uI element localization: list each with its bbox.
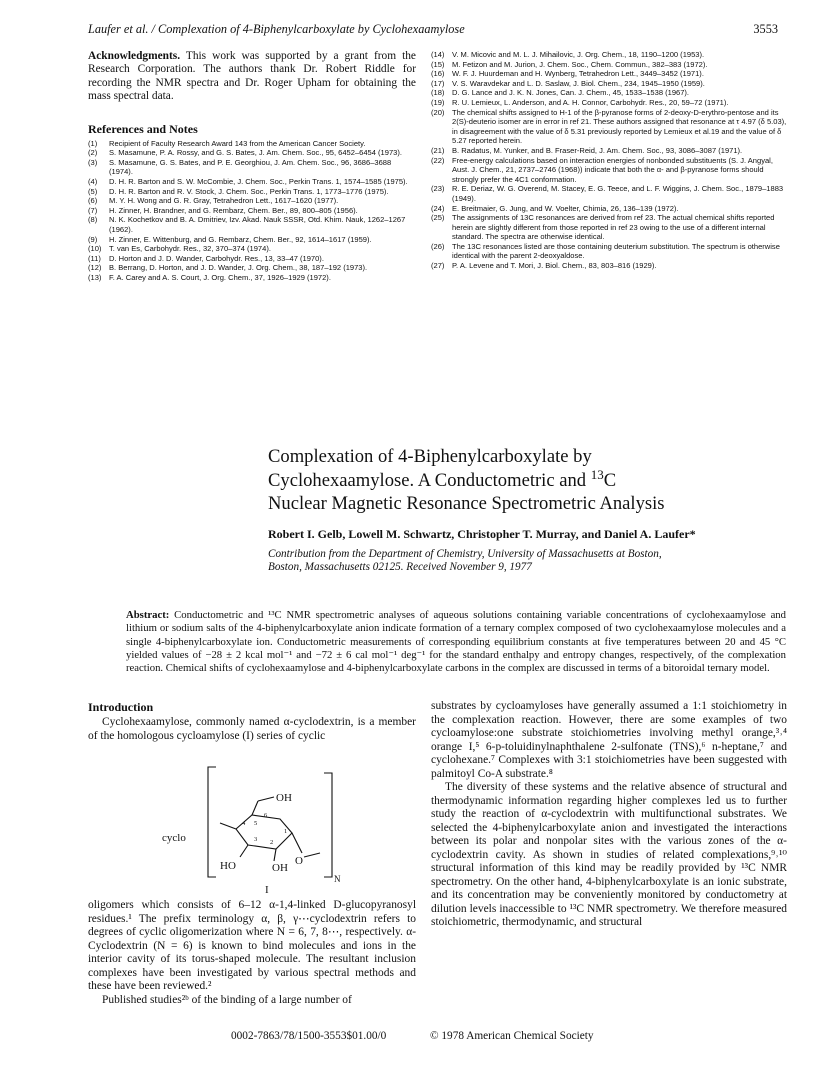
reference-item (88, 187, 416, 197)
reference-text: P. A. Levene and T. Mori, J. Biol. Chem., 83, 803–816 (1929). (452, 261, 657, 271)
reference-item (431, 60, 787, 70)
reference-number: (10) (88, 244, 102, 254)
reference-text: M. Fetizon and M. Jurion, J. Chem. Soc., Chem. Commun., 382–383 (1972). (452, 59, 708, 69)
references-list-right (431, 50, 787, 271)
reference-number: (21) (431, 145, 445, 155)
intro-paragraph-3: Published studies²ᵇ of the binding of a large number of (102, 993, 352, 1006)
title-line-3: Nuclear Magnetic Resonance Spectrometric Analysis (268, 493, 665, 514)
reference-number: (19) (431, 97, 445, 107)
position-6: 6 (264, 812, 268, 819)
position-5: 5 (254, 820, 258, 827)
position-2: 2 (270, 839, 274, 846)
reference-item (431, 79, 787, 89)
reference-item (431, 242, 787, 261)
reference-number: (1) (88, 138, 98, 148)
left-column-top (88, 50, 416, 283)
reference-text: B. Berrang, D. Horton, and J. D. Wander, J. Org. Chem., 38, 187–192 (1973). (109, 263, 368, 273)
reference-number: (18) (431, 88, 445, 98)
intro-paragraph-2: oligomers which consists of 6–12 α-1,4-linked D-glucopyranosyl residues.¹ The prefix terminology α, β, γ⋯cyclodextrin refers to degrees of cyclic oligomerization where N = 6, 7, 8⋯, respectively. α-Cyclodextrin (N = 6) is known to bind molecules and ions in the interior cavity of its torus-shaped molecule. The resultant inclusion complexes have been investigated by various spectral methods and these have been reviewed.² (88, 899, 416, 992)
reference-text: The chemical shifts assigned to H-1 of the β-pyranose forms of 2-deoxy-D-erythro-pentose and its 2(S)-deuterio isomer are in error in ref 21. These authors assigned that resonance at τ 4.97 (δ 5.03), in disagreement with the value of δ 5.31 previously reported by Lemieux et al.19 and the value of δ 5.27 reported herein. (452, 107, 787, 146)
reference-number: (5) (88, 186, 98, 196)
reference-number: (8) (88, 215, 98, 225)
reference-item (88, 196, 416, 206)
reference-number: (26) (431, 241, 445, 251)
title-line-2 (268, 466, 788, 493)
reference-item (88, 254, 416, 264)
references-list-left (88, 139, 416, 283)
reference-item (431, 108, 787, 146)
reference-number: (14) (431, 50, 445, 59)
reference-number: (24) (431, 203, 445, 213)
position-4: 4 (242, 820, 246, 827)
reference-item (431, 156, 787, 185)
reference-text: D. H. R. Barton and R. V. Stock, J. Chem. Soc., Perkin Trans. 1, 1773–1776 (1975). (109, 186, 389, 196)
ho-label: HO (220, 860, 236, 872)
title-isotope: 13 (590, 466, 604, 482)
reference-text: D. H. R. Barton and S. W. McCombie, J. Chem. Soc., Perkin Trans. 1, 1574–1585 (1975). (109, 177, 408, 186)
acknowledgments-text: This work was supported by a grant from the Research Corporation. The authors thank Dr. Robert Riddle for recording the NMR spectra and Dr. Roger Upham for obtaining the mass spectral data. (88, 50, 416, 103)
title-line-2b: C (603, 469, 617, 491)
affiliation-line-2: Boston, Massachusetts 02125. Received November 9, 1977 (268, 561, 532, 574)
abstract (126, 609, 786, 675)
article-code: 0002-7863/78/1500-3553$01.00/0 (231, 1030, 387, 1042)
reference-text: D. Horton and J. D. Wander, Carbohydr. Res., 13, 33–47 (1970). (109, 253, 324, 263)
title-line-1: Complexation of 4-Biphenylcarboxylate by (268, 446, 592, 467)
reference-item (88, 139, 416, 149)
introduction-heading: Introduction (88, 700, 154, 714)
article-title (268, 445, 788, 516)
reference-item (88, 263, 416, 273)
reference-item (88, 235, 416, 245)
reference-text: W. F. J. Huurdeman and H. Wynberg, Tetrahedron Lett., 3449–3452 (1971). (452, 69, 704, 79)
reference-text: N. K. Kochetkov and B. A. Dmitriev, Izv. Akad. Nauk SSSR, Otd. Khim. Nauk, 1262–1267 (1962). (109, 215, 406, 234)
reference-item (431, 184, 787, 203)
n-subscript: N (334, 874, 341, 884)
oh-mid-label: OH (272, 862, 288, 874)
c2-oh-bond (274, 849, 276, 861)
reference-item (431, 98, 787, 108)
reference-number: (11) (88, 253, 101, 263)
reference-item (88, 244, 416, 254)
reference-number: (6) (88, 196, 98, 206)
intro-paragraph-1: Cyclohexaamylose, commonly named α-cyclodextrin, is a member of the homologous cycloamylose (I) series of cyclic (88, 716, 416, 742)
reference-text: E. Breitmaier, G. Jung, and W. Voelter, Chimia, 26, 136–139 (1972). (452, 203, 679, 213)
c6-oh-bond (258, 797, 274, 801)
reference-number: (17) (431, 78, 445, 88)
affiliation-line-1: Contribution from the Department of Chemistry, University of Massachusetts at Boston, (268, 547, 662, 560)
reference-text: S. Masamune, P. A. Rossy, and G. S. Bates, J. Am. Chem. Soc., 95, 6452–6454 (1973). (109, 148, 402, 158)
reference-text: R. U. Lemieux, L. Anderson, and A. H. Connor, Carbohydr. Res., 20, 59–72 (1971). (452, 97, 729, 107)
reference-number: (9) (88, 234, 98, 244)
reference-text: R. E. Deriaz, W. G. Overend, M. Stacey, E. G. Teece, and L. F. Wiggins, J. Chem. Soc., 1879–1883 (1949). (452, 184, 784, 203)
position-3: 3 (254, 836, 258, 843)
reference-text: V. M. Micovic and M. L. J. Mihailovic, J. Org. Chem., 18, 1190–1200 (1953). (452, 50, 705, 59)
reference-item (431, 88, 787, 98)
structure-figure (88, 753, 416, 895)
title-line-2a: Cyclohexaamylose. A Conductometric and (268, 469, 591, 491)
affiliation (268, 548, 788, 575)
reference-text: F. A. Carey and A. S. Court, J. Org. Chem., 37, 1926–1929 (1972). (109, 272, 331, 282)
reference-text: D. G. Lance and J. K. N. Jones, Can. J. Chem., 45, 1533–1538 (1967). (452, 88, 690, 98)
abstract-text: Conductometric and ¹³C NMR spectrometric analyses of aqueous solutions containing variable concentrations of cyclohexaamylose and lithium or sodium salts of the 4-biphenylcarboxylate anion indicate formation of a ternary complex composed of two cyclohexaamylose molecules and a single 4-biphenylcarboxylate ion. Conductometric measurements of corresponding equilibrium constants at five temperatures between 20 and 45 °C yielded values of −28 ± 2 kcal mol⁻¹ and −72 ± 6 cal mol⁻¹ deg⁻¹ for the standard enthalpy and entropy changes, respectively, of the complexation reaction. Chemical shifts of cyclohexaamylose and 4-biphenylcarboxylate carbons in the complex are discussed in terms of a bitoroidal ternary model. (126, 609, 786, 675)
reference-item (88, 158, 416, 177)
reference-item (431, 50, 787, 60)
references-heading: References and Notes (88, 121, 198, 136)
reference-item (431, 204, 787, 214)
reference-number: (16) (431, 69, 445, 79)
ring-o-label: O (295, 855, 303, 867)
acknowledgments-label: Acknowledgments. (88, 50, 181, 62)
reference-number: (2) (88, 148, 98, 158)
reference-text: H. Zinner, H. Brandner, and G. Rembarz, Chem. Ber., 89, 800–805 (1956). (109, 205, 358, 215)
position-1: 1 (284, 828, 288, 835)
reference-text: The 13C resonances listed are those containing deuterium substitution. The spectrum is otherwise identical with the parent 2-deoxyaldose. (452, 241, 780, 261)
reference-text: S. Masamune, G. S. Bates, and P. E. Georghiou, J. Am. Chem. Soc., 96, 3686–3688 (1974). (109, 157, 392, 177)
page-number: 3553 (753, 22, 778, 36)
reference-item (431, 261, 787, 271)
right-bracket (324, 773, 332, 877)
reference-number: (20) (431, 107, 445, 117)
reference-number: (23) (431, 184, 445, 194)
right-column-body (431, 700, 787, 930)
reference-item (431, 213, 787, 242)
reference-item (88, 148, 416, 158)
abstract-label: Abstract: (126, 609, 170, 621)
reference-text: Recipient of Faculty Research Award 143 from the American Cancer Society. (109, 138, 366, 148)
acknowledgments (88, 50, 416, 104)
reference-text: B. Radatus, M. Yunker, and B. Fraser-Reid, J. Am. Chem. Soc., 93, 3086–3087 (1971). (452, 145, 743, 155)
oh-top-label: OH (276, 792, 292, 804)
reference-item (88, 177, 416, 187)
reference-item (431, 146, 787, 156)
right-column-top (431, 50, 787, 271)
authors: Robert I. Gelb, Lowell M. Schwartz, Christopher T. Murray, and Daniel A. Laufer* (268, 526, 696, 541)
reference-number: (27) (431, 261, 445, 271)
reference-text: The assignments of 13C resonances are derived from ref 23. The actual chemical shifts reported herein are slightly different from those reported in ref 23 owing to the use of a different internal standard. The spectra are otherwise identical. (452, 213, 775, 242)
reference-number: (12) (88, 263, 102, 273)
intro-right-paragraph-1: substrates by cycloamyloses have generally assumed a 1:1 stoichiometry in the complexation reaction. However, there are some examples of two cycloamylose:one substrate stoichiometries involving methyl orange,³˒⁴ orange I,⁵ 6-p-toluidinylnaphthalene 2-sulfonate (TNS),⁶ n-heptane,⁷ and cyclohexane.⁷ Complexes with 3:1 stoichiometries have been suggested with palmitoyl Co-A substrate.⁸ (431, 700, 787, 780)
reference-text: H. Zinner, E. Wittenburg, and G. Rembarz, Chem. Ber., 92, 1614–1617 (1959). (109, 234, 372, 244)
c5-c6-bond (252, 801, 258, 815)
reference-number: (7) (88, 205, 98, 215)
reference-text: T. van Es, Carbohydr. Res., 32, 370–374 (1974). (109, 244, 271, 254)
reference-item (431, 69, 787, 79)
left-bracket (208, 767, 216, 877)
reference-number: (22) (431, 155, 445, 165)
reference-number: (3) (88, 157, 98, 167)
reference-text: Free-energy calculations based on interaction energies of nonbonded substituents (S. J. Angyal, Aust. J. Chem., 21, 2737–2746 (1968)) indicate that both the α- and β-pyranose forms should strongly prefer the 4C1 conformation. (452, 155, 773, 184)
reference-item (88, 215, 416, 234)
reference-item (88, 273, 416, 283)
left-column-bottom (88, 899, 416, 1007)
reference-number: (25) (431, 213, 445, 223)
cycloamylose-structure (88, 753, 416, 895)
compound-label: I (265, 884, 269, 896)
article-header (268, 445, 788, 575)
reference-number: (13) (88, 272, 102, 282)
c1-o-bond (292, 833, 302, 853)
reference-number: (15) (431, 59, 445, 69)
running-head-text: Laufer et al. / Complexation of 4-Biphenylcarboxylate by Cyclohexaamylose (88, 22, 465, 36)
reference-item (88, 206, 416, 216)
running-head (88, 22, 778, 37)
intro-right-paragraph-2: The diversity of these systems and the relative absence of structural and thermodynamic information regarding higher complexes led us to further study the reaction of α-cyclodextrin with multifunctional substrates. We selected the 4-biphenylcarboxylate anion and investigated the interactions between its polar and nonpolar sites with the various zones of the α-cyclodextrin cavity. As shown in studies of related complexations,⁹˒¹⁰ structural information of this kind may be readily provided by ¹³C NMR spectrometry. On the other hand, 4-biphenylcarboxylate is an ionic substrate, and its concentration may be conveniently monitored by conductometry at dilution levels inaccessible to ¹³C NMR spectrometry. We therefore measured stoichiometric, thermodynamic, and structural (431, 781, 787, 928)
cyclo-prefix: cyclo (162, 832, 186, 844)
reference-text: V. S. Waravdekar and L. D. Saslaw, J. Biol. Chem., 234, 1945–1950 (1959). (452, 78, 705, 88)
reference-text: M. Y. H. Wong and G. R. Gray, Tetrahedron Lett., 1617–1620 (1977). (109, 196, 339, 206)
copyright: © 1978 American Chemical Society (430, 1030, 594, 1042)
c4-o-bond (220, 823, 236, 829)
reference-number: (4) (88, 177, 98, 186)
o-chain-bond (304, 853, 320, 857)
c3-oh-bond (240, 845, 248, 857)
